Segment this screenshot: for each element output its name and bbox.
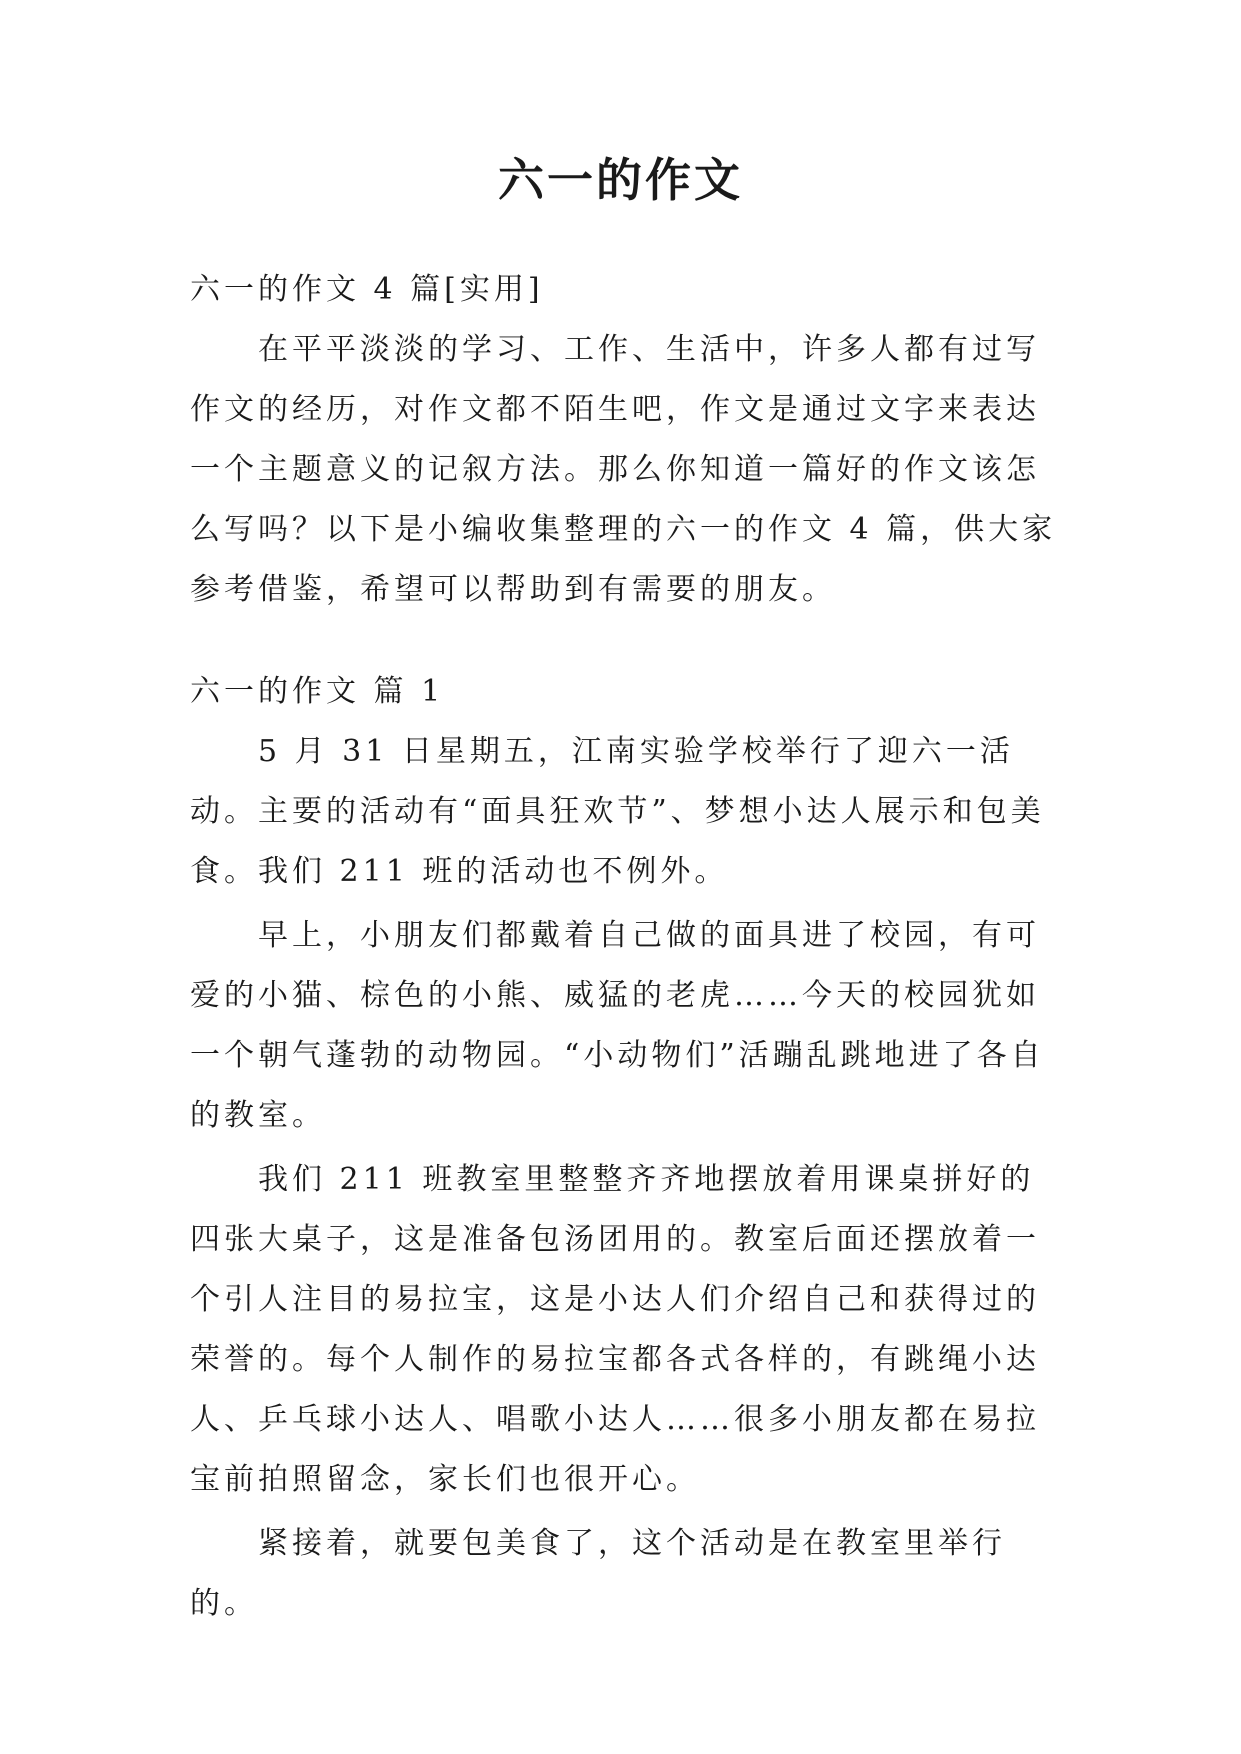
section-spacer	[190, 620, 1060, 662]
body-paragraph: 5 月 31 日星期五，江南实验学校举行了迎六一活动。主要的活动有“面具狂欢节”、梦想小达人展示和包美食。我们 211 班的活动也不例外。	[190, 734, 1045, 889]
body-paragraph: 紧接着，就要包美食了，这个活动是在教室里举行的。	[190, 1526, 1006, 1621]
body-paragraph: 早上，小朋友们都戴着自己做的面具进了校园，有可爱的小猫、棕色的小熊、威猛的老虎……今天的校园犹如一个朝气蓬勃的动物园。“小动物们”活蹦乱跳地进了各自的教室。	[190, 918, 1045, 1133]
intro-paragraph: 在平平淡淡的学习、工作、生活中，许多人都有过写作文的经历，对作文都不陌生吧，作文是通过文字来表达一个主题意义的记叙方法。那么你知道一篇好的作文该怎么写吗？以下是小编收集整理的六一的作文 4 篇，供大家参考借鉴，希望可以帮助到有需要的朋友。	[190, 332, 1057, 607]
document-title: 六一的作文	[498, 153, 743, 207]
body-paragraph: 我们 211 班教室里整整齐齐地摆放着用课桌拼好的四张大桌子，这是准备包汤团用的。教室后面还摆放着一个引人注目的易拉宝，这是小达人们介绍自己和获得过的荣誉的。每个人制作的易拉宝都各式各样的，有跳绳小达人、乒乓球小达人、唱歌小达人……很多小朋友都在易拉宝前拍照留念，家长们也很开心。	[190, 1162, 1040, 1497]
section-heading: 六一的作文 篇 1	[190, 674, 445, 709]
document-body	[190, 260, 1060, 1634]
document-subtitle: 六一的作文 4 篇[实用]	[190, 272, 544, 307]
